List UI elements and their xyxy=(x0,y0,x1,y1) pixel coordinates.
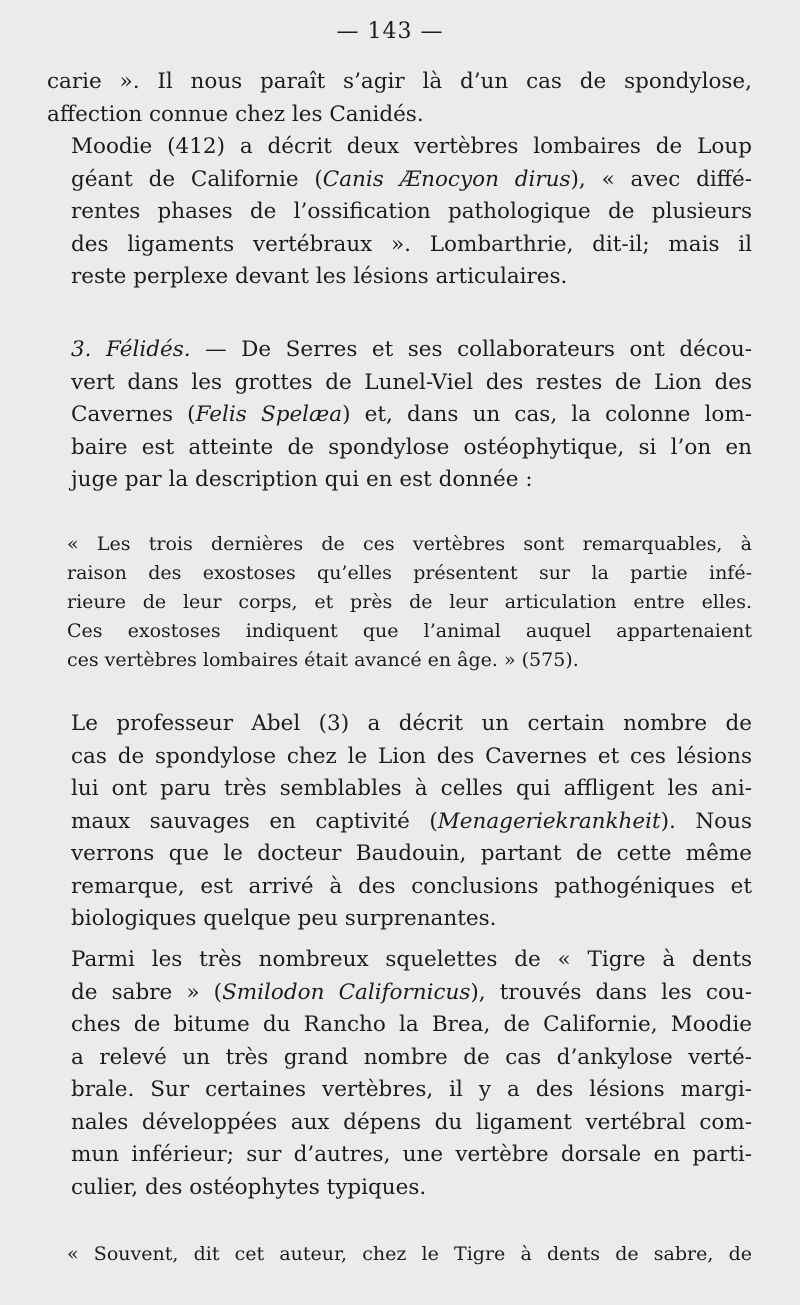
text-line xyxy=(47,806,752,839)
paragraph-2 xyxy=(47,131,752,294)
text-segment: géant de Californie ( xyxy=(71,166,323,192)
text-line: nales développées aux dépens du ligament vertébral com- xyxy=(71,1109,752,1135)
text-line xyxy=(47,977,752,1010)
block-quote-2 xyxy=(47,1240,752,1269)
page-number: — 143 — xyxy=(336,19,444,44)
species-name: Canis Ænocyon dirus xyxy=(322,166,571,192)
text-line: mun inférieur; sur d’autres, une vertèbre dorsale en parti- xyxy=(71,1142,752,1167)
text-line: affection connue chez les Canidés. xyxy=(47,101,424,127)
text-segment: ), « avec diffé- xyxy=(570,166,752,192)
text-line: « Souvent, dit cet auteur, chez le Tigre à dents de sabre, de xyxy=(67,1243,752,1265)
text-line: Ces exostoses indiquent que l’animal auquel appartenaient xyxy=(67,620,752,642)
text-segment: — De Serres et ses collaborateurs ont décou- xyxy=(190,337,753,362)
text-line xyxy=(47,334,752,367)
text-line: ches de bitume du Rancho la Brea, de Californie, Moodie xyxy=(71,1012,752,1037)
text-line: brale. Sur certaines vertèbres, il y a des lésions margi- xyxy=(71,1077,752,1102)
text-line xyxy=(47,164,752,197)
species-name: Smilodon Californicus xyxy=(222,979,471,1005)
paragraph-3 xyxy=(47,334,752,497)
text-line: cas de spondylose chez le Lion des Cavernes et ces lésions xyxy=(71,743,752,769)
text-line: juge par la description qui en est donnée : xyxy=(71,467,533,492)
text-line: ces vertèbres lombaires était avancé en âge. » (575). xyxy=(67,649,579,671)
text-segment: ), trouvés dans les cou- xyxy=(470,979,752,1005)
text-line: culier, des ostéophytes typiques. xyxy=(71,1174,427,1200)
text-line: vert dans les grottes de Lunel-Viel des restes de Lion des xyxy=(71,369,752,395)
text-line xyxy=(47,399,752,432)
text-line: baire est atteinte de spondylose ostéophytique, si l’on en xyxy=(71,434,752,460)
block-quote-1 xyxy=(47,530,752,675)
species-name: Felis Spelæa xyxy=(195,402,343,427)
section-heading: 3. Félidés. xyxy=(71,337,191,362)
text-line: Parmi les très nombreux squelettes de « Tigre à dents xyxy=(71,947,752,972)
text-segment: ). Nous xyxy=(660,808,752,834)
text-line: des ligaments vertébraux ». Lombarthrie, dit-il; mais il xyxy=(71,231,752,257)
text-line: Moodie (412) a décrit deux vertèbres lombaires de Loup xyxy=(71,134,752,159)
text-line: reste perplexe devant les lésions articulaires. xyxy=(71,264,568,289)
text-line: raison des exostoses qu’elles présentent sur la partie infé- xyxy=(67,562,752,584)
term-italic: Menageriekrankheit xyxy=(437,808,661,834)
text-segment: maux sauvages en captivité ( xyxy=(71,808,438,834)
paragraph-4 xyxy=(47,708,752,936)
text-segment: Cavernes ( xyxy=(71,402,196,427)
text-line: rentes phases de l’ossification pathologique de plusieurs xyxy=(71,199,752,224)
text-line: verrons que le docteur Baudouin, partant de cette même xyxy=(71,841,752,866)
text-line: lui ont paru très semblables à celles qui affligent les ani- xyxy=(71,776,752,801)
text-line: carie ». Il nous paraît s’agir là d’un cas de spondylose, xyxy=(47,69,752,94)
text-line: « Les trois dernières de ces vertèbres sont remarquables, à xyxy=(67,533,752,555)
text-line: rieure de leur corps, et près de leur articulation entre elles. xyxy=(67,591,752,613)
paragraph-1 xyxy=(47,66,752,131)
text-line: remarque, est arrivé à des conclusions pathogéniques et xyxy=(71,873,752,899)
text-segment: de sabre » ( xyxy=(71,979,223,1005)
text-line: biologiques quelque peu surprenantes. xyxy=(71,906,497,931)
text-line: Le professeur Abel (3) a décrit un certain nombre de xyxy=(71,711,752,736)
text-segment: ) et, dans un cas, la colonne lom- xyxy=(342,402,752,427)
paragraph-5 xyxy=(47,944,752,1204)
text-line: a relevé un très grand nombre de cas d’ankylose verté- xyxy=(71,1044,752,1070)
